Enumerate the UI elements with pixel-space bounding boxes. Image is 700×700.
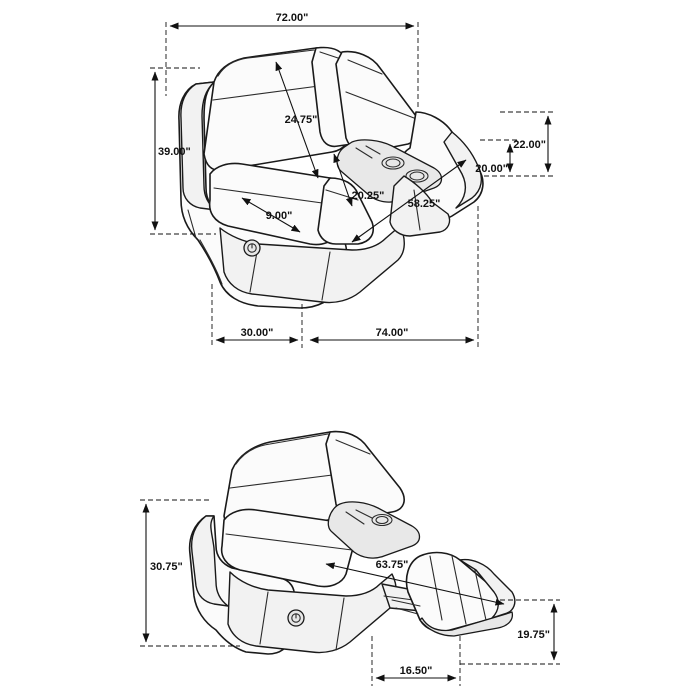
- dim-sofa-width-top: 72.00": [275, 12, 309, 24]
- dim-sofa-height-left: 39.00": [158, 146, 191, 158]
- dim-sofa-seat-height: 20.00": [475, 163, 508, 175]
- recliner-illustration: [190, 432, 515, 654]
- dim-chair-footrest-height: 19.75": [517, 629, 550, 641]
- dim-chair-extended-length: 63.75": [375, 559, 409, 571]
- dim-sofa-seat-depth: 20.25": [351, 190, 385, 202]
- dim-chair-depth-bottom: 16.50": [399, 665, 433, 677]
- dim-sofa-seat-front: 9.00": [265, 210, 293, 222]
- dim-sofa-length-bottom: 74.00": [375, 327, 409, 339]
- dim-sofa-depth-bottom: 30.00": [240, 327, 274, 339]
- dim-sofa-seat-width: 58.25": [407, 198, 441, 210]
- dim-sofa-back-height: 24.75": [284, 114, 318, 126]
- dim-chair-height-left: 30.75": [150, 561, 183, 573]
- sofa-illustration: [179, 48, 483, 309]
- dim-sofa-arm-height: 22.00": [513, 139, 546, 151]
